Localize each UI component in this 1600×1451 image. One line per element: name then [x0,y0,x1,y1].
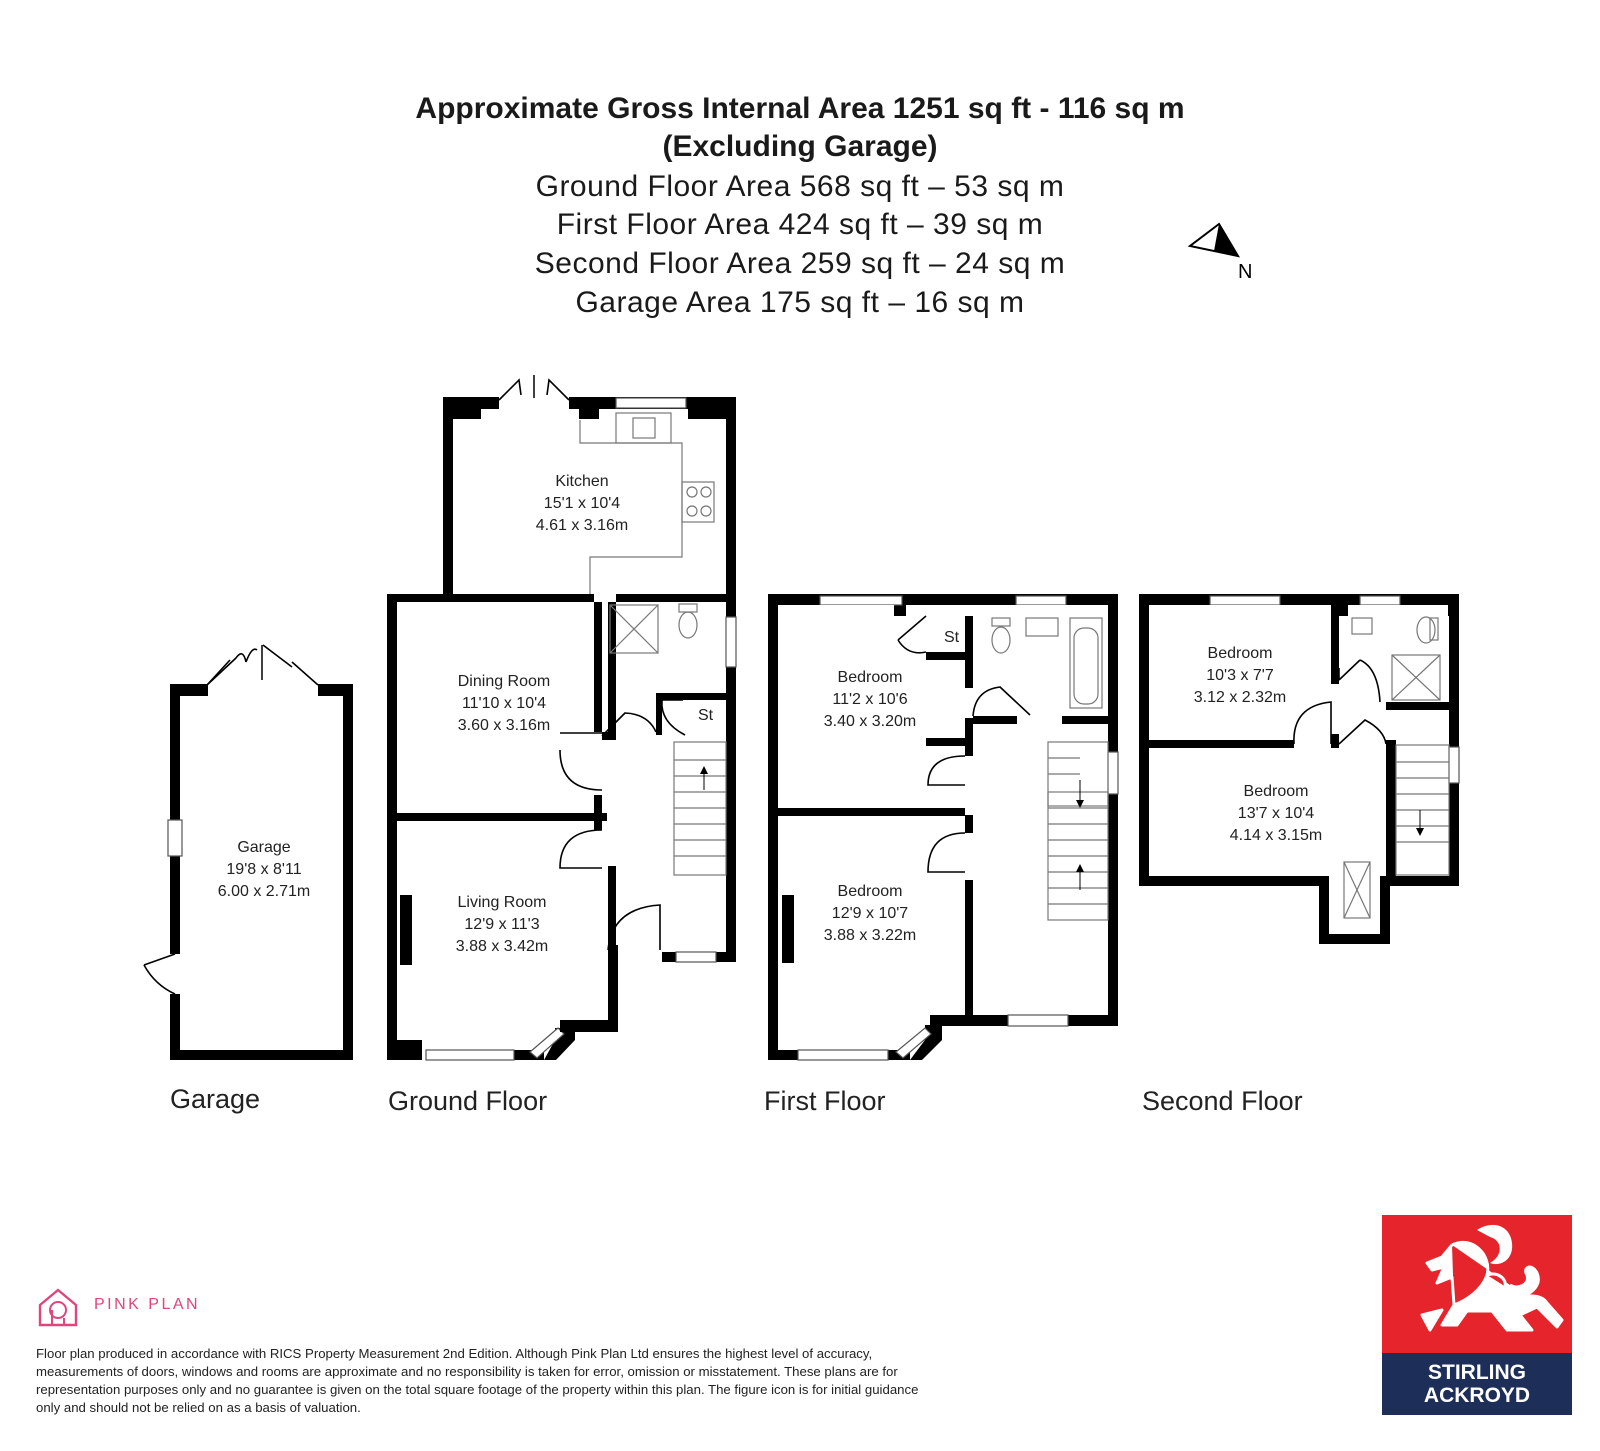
ground-stairs [674,760,726,856]
garage-area: Garage Area 175 sq ft – 16 sq m [575,286,1025,319]
sf-bedroom1-name: Bedroom [1207,645,1273,662]
sf-bedroom1-imperial: 10'3 x 7'7 [1206,667,1274,684]
agent-name-line2: ACKROYD [1423,1384,1531,1407]
ff-bedroom1-imperial: 11'2 x 10'6 [832,691,908,708]
first-floor-area: First Floor Area 424 sq ft – 39 sq m [556,208,1044,241]
logo-navy-panel [1382,1353,1572,1415]
north-arrow-icon [1190,224,1252,283]
garage-imperial: 19'8 x 8'11 [226,861,302,878]
ground-store-label: St [698,707,714,724]
ff-bedroom1-name: Bedroom [837,669,903,686]
gross-area-title: Approximate Gross Internal Area 1251 sq ft - 116 sq m [415,92,1185,125]
ff-bedroom2-name: Bedroom [837,883,903,900]
second-floor-area: Second Floor Area 259 sq ft – 24 sq m [534,247,1066,280]
kitchen-imperial: 15'1 x 10'4 [543,495,621,512]
ff-bedroom2-metric: 3.88 x 3.22m [823,927,917,944]
garage-name: Garage [237,839,291,856]
logo-red-panel [1382,1215,1572,1353]
living-metric: 3.88 x 3.42m [455,938,549,955]
disclaimer-text: Floor plan produced in accordance with RICS Property Measurement 2nd Edition. Although Pink Plan Ltd ensures the highest level of accuracy, measurements of doors, windows and rooms are approximate and no responsibility is taken for error, omission or misstatement. These plans are for representation purposes only and no guarantee is given on the total square footage of the property within this plan. The figure icon is for initial guidance only and should not be relied on as a basis of valuation. [36,1346,919,1415]
kitchen-metric: 4.61 x 3.16m [535,517,629,534]
second-stairs [1396,745,1449,875]
second-floor-plan [1139,594,1459,944]
pink-plan-house-icon [40,1290,76,1325]
first-store-label: St [944,629,960,646]
ground-floor-plan [387,375,736,1060]
agent-name-line1: STIRLING [1428,1361,1526,1384]
pink-plan-wordmark: PINK PLAN [94,1296,201,1313]
living-imperial: 12'9 x 11'3 [464,916,540,933]
excluding-garage-note: (Excluding Garage) [662,130,938,163]
first-stairs [1048,742,1108,920]
garage-floor-label: Garage [170,1084,261,1114]
dining-imperial: 11'10 x 10'4 [461,695,547,712]
ground-floor-area: Ground Floor Area 568 sq ft – 53 sq m [535,170,1065,203]
ff-bedroom2-imperial: 12'9 x 10'7 [831,905,909,922]
first-floor-label: First Floor [764,1086,886,1116]
sf-bedroom2-metric: 4.14 x 3.15m [1229,827,1323,844]
sf-bedroom2-name: Bedroom [1243,783,1309,800]
kitchen-name: Kitchen [555,473,609,490]
ground-floor-label: Ground Floor [388,1086,548,1116]
first-floor-plan [768,594,1118,1060]
griffin-icon [1382,1215,1572,1353]
sf-bedroom2-imperial: 13'7 x 10'4 [1237,805,1315,822]
ff-bedroom1-metric: 3.40 x 3.20m [823,713,917,730]
dining-metric: 3.60 x 3.16m [457,717,551,734]
stirling-ackroyd-logo [1382,1215,1572,1415]
living-name: Living Room [457,894,547,911]
dining-name: Dining Room [457,673,551,690]
garage-metric: 6.00 x 2.71m [217,883,311,900]
compass-label: N [1238,261,1253,283]
sf-bedroom1-metric: 3.12 x 2.32m [1193,689,1287,706]
second-floor-label: Second Floor [1142,1086,1303,1116]
